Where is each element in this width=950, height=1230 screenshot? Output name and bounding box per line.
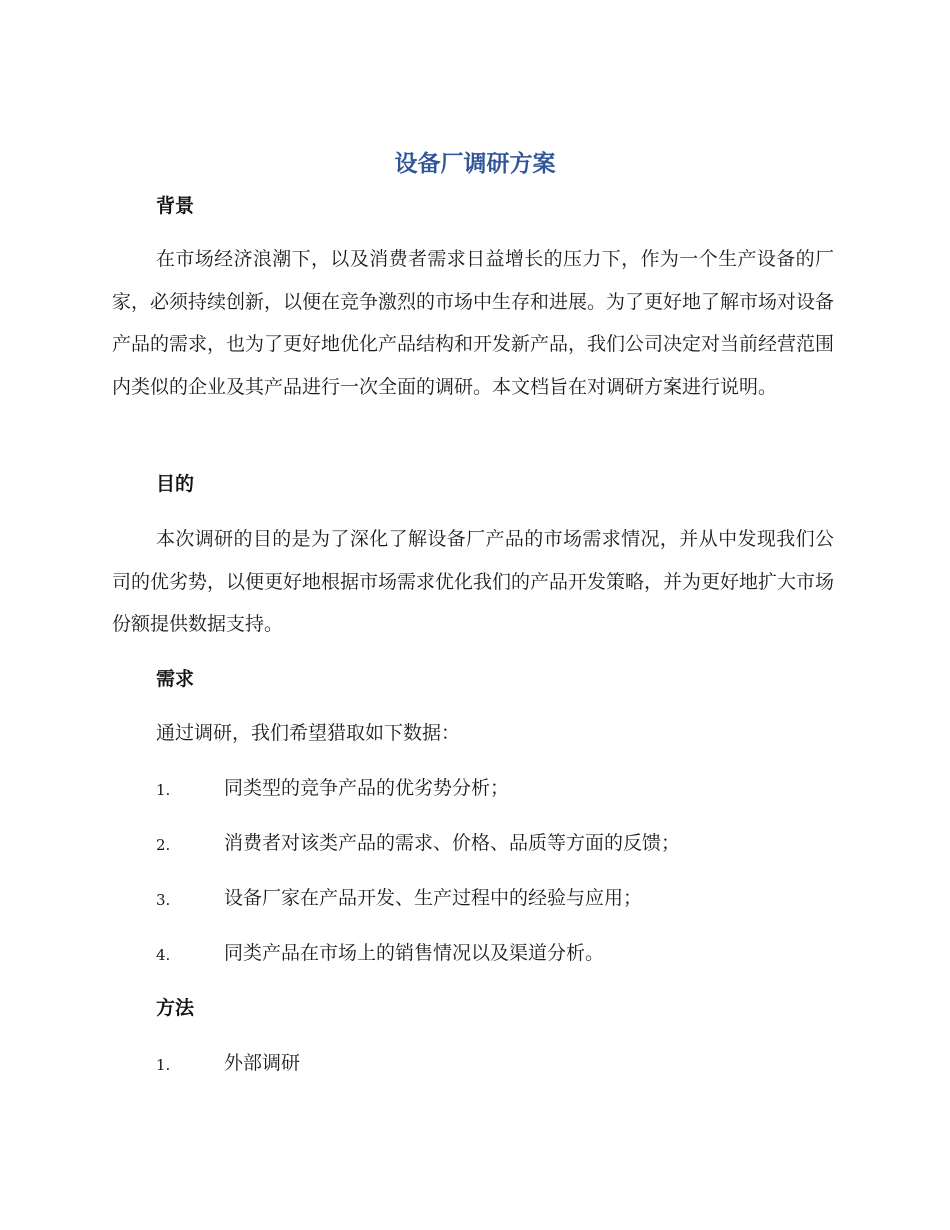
list-text: 外部调研: [224, 1052, 301, 1074]
requirements-intro: 通过调研，我们希望猎取如下数据：: [156, 722, 461, 744]
heading-background: 背景: [156, 195, 195, 217]
list-text: 设备厂家在产品开发、生产过程中的经验与应用；: [224, 887, 643, 909]
list-number: 4.: [156, 946, 171, 964]
paragraph-purpose: 本次调研的目的是为了深化了解设备厂产品的市场需求情况，并从中发现我们公司的优劣势，以便更好地根据市场需求优化我们的产品开发策略，并为更好地扩大市场份额提供数据支持。: [112, 528, 835, 635]
list-item: [156, 774, 856, 802]
list-number: 2.: [156, 836, 171, 854]
list-item: [156, 939, 856, 967]
list-text: 同类型的竞争产品的优劣势分析；: [224, 777, 510, 799]
list-text: 消费者对该类产品的需求、价格、品质等方面的反馈；: [224, 832, 681, 854]
list-number: 3.: [156, 891, 171, 909]
document-title: 设备厂调研方案: [394, 151, 556, 177]
paragraph-background: 在市场经济浪潮下，以及消费者需求日益增长的压力下，作为一个生产设备的厂家，必须持续创新，以便在竞争激烈的市场中生存和进展。为了更好地了解市场对设备产品的需求，也为了更好地优化产品结构和开发新产品，我们公司决定对当前经营范围内类似的企业及其产品进行一次全面的调研。本文档旨在对调研方案进行说明。: [112, 248, 835, 398]
list-text: 同类产品在市场上的销售情况以及渠道分析。: [224, 942, 605, 964]
list-number: 1.: [156, 781, 171, 799]
list-item: [156, 884, 856, 912]
heading-requirements: 需求: [156, 668, 195, 690]
list-item: [156, 829, 856, 857]
list-number: 1.: [156, 1056, 171, 1074]
heading-method: 方法: [156, 997, 195, 1019]
heading-purpose: 目的: [156, 473, 195, 495]
list-item: [156, 1049, 856, 1077]
